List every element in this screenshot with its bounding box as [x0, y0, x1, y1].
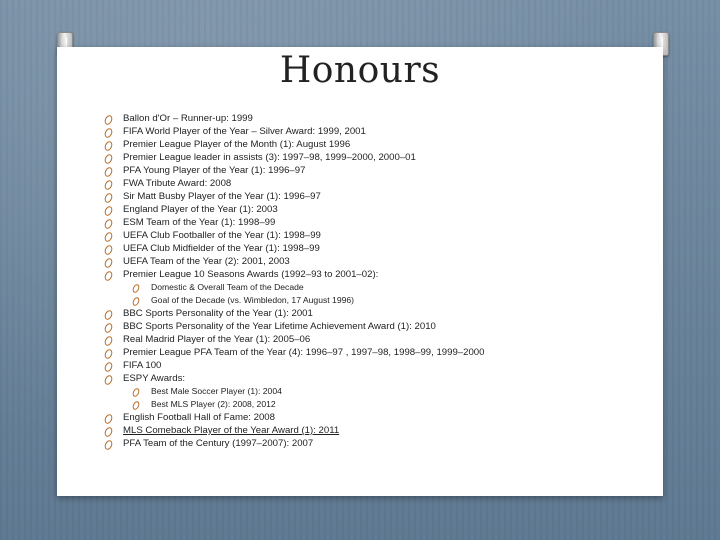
- list-item: [103, 177, 663, 190]
- list-item-text: BBC Sports Personality of the Year (1): 2001: [123, 308, 313, 319]
- bullet-icon: [131, 296, 140, 307]
- list-item-text: UEFA Team of the Year (2): 2001, 2003: [123, 256, 290, 267]
- list-item: [103, 333, 663, 346]
- list-item-text: Real Madrid Player of the Year (1): 2005–06: [123, 334, 311, 345]
- list-item: [103, 372, 663, 385]
- list-item: [103, 255, 663, 268]
- list-item: [103, 268, 663, 281]
- list-item-text: ESPY Awards:: [123, 373, 186, 384]
- list-item-text: Sir Matt Busby Player of the Year (1): 1996–97: [123, 191, 321, 202]
- list-item-text: England Player of the Year (1): 2003: [123, 204, 278, 215]
- list-item-text: BBC Sports Personality of the Year Lifetime Achievement Award (1): 2010: [123, 321, 436, 332]
- list-item: [103, 320, 663, 333]
- bullet-icon: [103, 439, 114, 451]
- list-item-text: Best MLS Player (2): 2008, 2012: [151, 399, 276, 409]
- list-item-text: Best Male Soccer Player (1): 2004: [151, 386, 282, 396]
- list-item-text-underlined: MLS Comeback Player of the Year Award (1): 2011: [123, 425, 340, 436]
- list-item-text: ESM Team of the Year (1): 1998–99: [123, 217, 276, 228]
- list-item: [103, 151, 663, 164]
- list-item-text: FWA Tribute Award: 2008: [123, 178, 232, 189]
- list-item-text: UEFA Club Midfielder of the Year (1): 1998–99: [123, 243, 320, 254]
- list-item-text: PFA Young Player of the Year (1): 1996–97: [123, 165, 306, 176]
- list-item-text: Premier League 10 Seasons Awards (1992–93 to 2001–02):: [123, 269, 379, 280]
- list-item: [103, 203, 663, 216]
- list-item: [103, 112, 663, 125]
- list-item-text: Premier League PFA Team of the Year (4): 1996–97 , 1997–98, 1998–99, 1999–2000: [123, 347, 485, 358]
- list-item: [103, 411, 663, 424]
- sub-list-item: [103, 398, 663, 411]
- list-item: [103, 229, 663, 242]
- list-item: [103, 424, 663, 437]
- list-item: [103, 138, 663, 151]
- list-item-text: Ballon d'Or – Runner-up: 1999: [123, 113, 253, 124]
- list-item: [103, 125, 663, 138]
- sub-list-item: [103, 281, 663, 294]
- list-item-text: Goal of the Decade (vs. Wimbledon, 17 August 1996): [151, 295, 355, 305]
- list-item-text: Premier League leader in assists (3): 1997–98, 1999–2000, 2000–01: [123, 152, 416, 163]
- list-item: [103, 437, 663, 450]
- list-item-text: Domestic & Overall Team of the Decade: [151, 282, 304, 292]
- sub-list-item: [103, 385, 663, 398]
- bullet-icon: [131, 400, 140, 411]
- list-item-text: Premier League Player of the Month (1): August 1996: [123, 139, 351, 150]
- honours-list: [103, 112, 663, 450]
- sub-list-item: [103, 294, 663, 307]
- list-item-text: PFA Team of the Century (1997–2007): 2007: [123, 438, 314, 449]
- slide-title: Honours: [279, 50, 441, 91]
- list-item-text: FIFA 100: [123, 360, 162, 371]
- bullet-icon: [131, 387, 140, 398]
- bullet-icon: [131, 283, 140, 294]
- list-item: [103, 216, 663, 229]
- list-item: [103, 164, 663, 177]
- list-item-text: English Football Hall of Fame: 2008: [123, 412, 275, 423]
- list-item: [103, 307, 663, 320]
- list-item: [103, 346, 663, 359]
- list-item-text: FIFA World Player of the Year – Silver Award: 1999, 2001: [123, 126, 366, 137]
- list-item: [103, 359, 663, 372]
- list-item: [103, 242, 663, 255]
- list-item-text: UEFA Club Footballer of the Year (1): 1998–99: [123, 230, 321, 241]
- list-item: [103, 190, 663, 203]
